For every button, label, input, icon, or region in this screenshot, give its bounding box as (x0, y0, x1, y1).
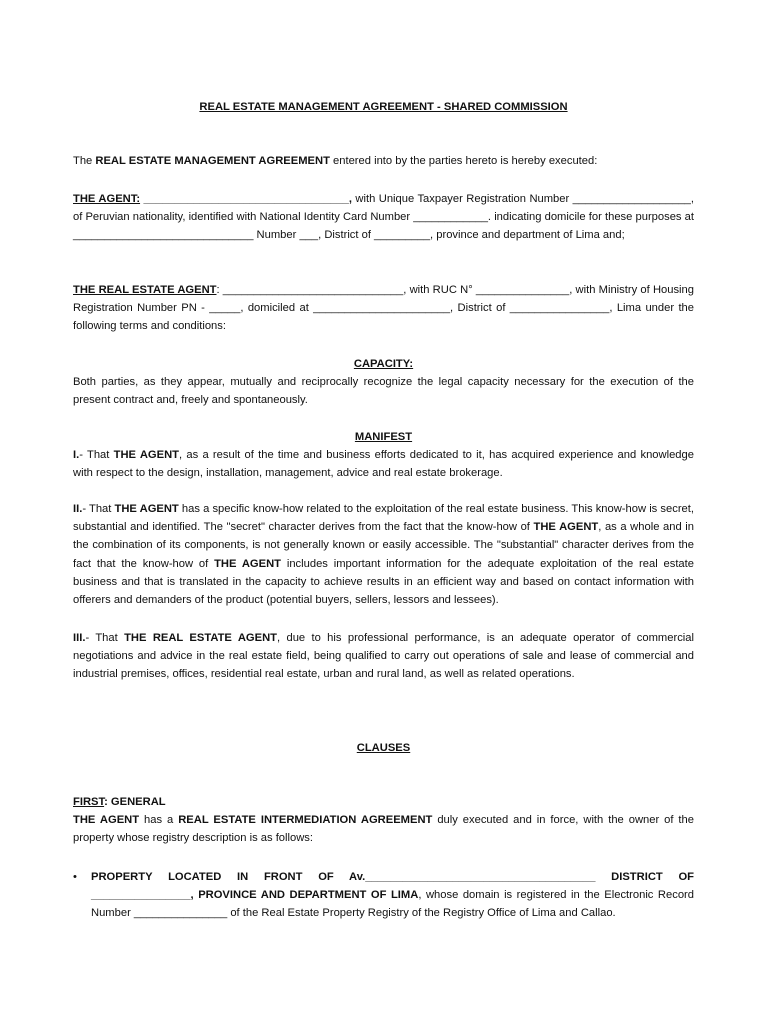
manifest-paragraph-1: I.- That THE AGENT, as a result of the time and business efforts dedicated to it, has acquired experience and knowledge with respect to the design, installation, management, advice and real estate brokerage. (73, 449, 694, 480)
real-estate-agent-party-paragraph: THE REAL ESTATE AGENT: _____________________________, with RUC N° _______________, with Ministry of Housing Registration Number PN - _____, domiciled at ______________________, District of ________________, Lima under the following terms and conditions: (73, 284, 694, 333)
first-clause-paragraph: THE AGENT has a REAL ESTATE INTERMEDIATION AGREEMENT duly executed and in force, with the owner of the property whose registry description is as follows: (73, 814, 694, 845)
bullet-icon: • (73, 871, 77, 883)
property-bullet-item (73, 868, 694, 934)
manifest-paragraph-2: II.- That THE AGENT has a specific know-how related to the exploitation of the real estate business. This know-how is secret, substantial and identified. The "secret" character derives from the fact that the know-how of THE AGENT, as a whole and in the combination of its components, is not generally known or easily accessible. The "substantial" character derives from the fact that the know-how of THE AGENT includes important information for the adequate exploitation of the real estate business and that is translated in the capacity to achieve results in an efficient way and based on contact information with offerers and demanders of the product (potential buyers, sellers, lessors and lessees). (73, 503, 694, 607)
capacity-heading: CAPACITY: (353, 358, 414, 370)
manifest-heading: MANIFEST (354, 431, 413, 443)
agent-party-paragraph: THE AGENT: _________________________________, with Unique Taxpayer Registration Number ___________________, of Peruvian nationality, identified with National Identity Card Number ____________. indicating domicile for these purposes at _____________________________ Number ___, District of _________, province and department of Lima and; (73, 193, 695, 242)
intro-paragraph: The REAL ESTATE MANAGEMENT AGREEMENT entered into by the parties hereto is hereby executed: (73, 155, 598, 167)
manifest-paragraph-3: III.- That THE REAL ESTATE AGENT, due to his professional performance, is an adequate operator of commercial negotiations and advice in the real estate field, being qualified to carry out operations of sale and lease of commercial and industrial premises, offices, residential real estate, urban and rural land, as well as related operations. (73, 632, 694, 681)
clauses-heading: CLAUSES (356, 742, 411, 754)
capacity-paragraph: Both parties, as they appear, mutually and reciprocally recognize the legal capacity necessary for the execution of the present contract and, freely and spontaneously. (73, 376, 694, 407)
first-clause-heading: FIRST: GENERAL (73, 796, 166, 808)
property-bullet-text: PROPERTY LOCATED IN FRONT OF Av._____________________________________ DISTRICT OF ________________, PROVINCE AND DEPARTMENT OF LIMA, whose domain is registered in the Electronic Record Number _______________ of the Real Estate Property Registry of the Registry Office of Lima and Callao. (91, 871, 694, 920)
document-title: REAL ESTATE MANAGEMENT AGREEMENT - SHARED COMMISSION (199, 101, 568, 113)
